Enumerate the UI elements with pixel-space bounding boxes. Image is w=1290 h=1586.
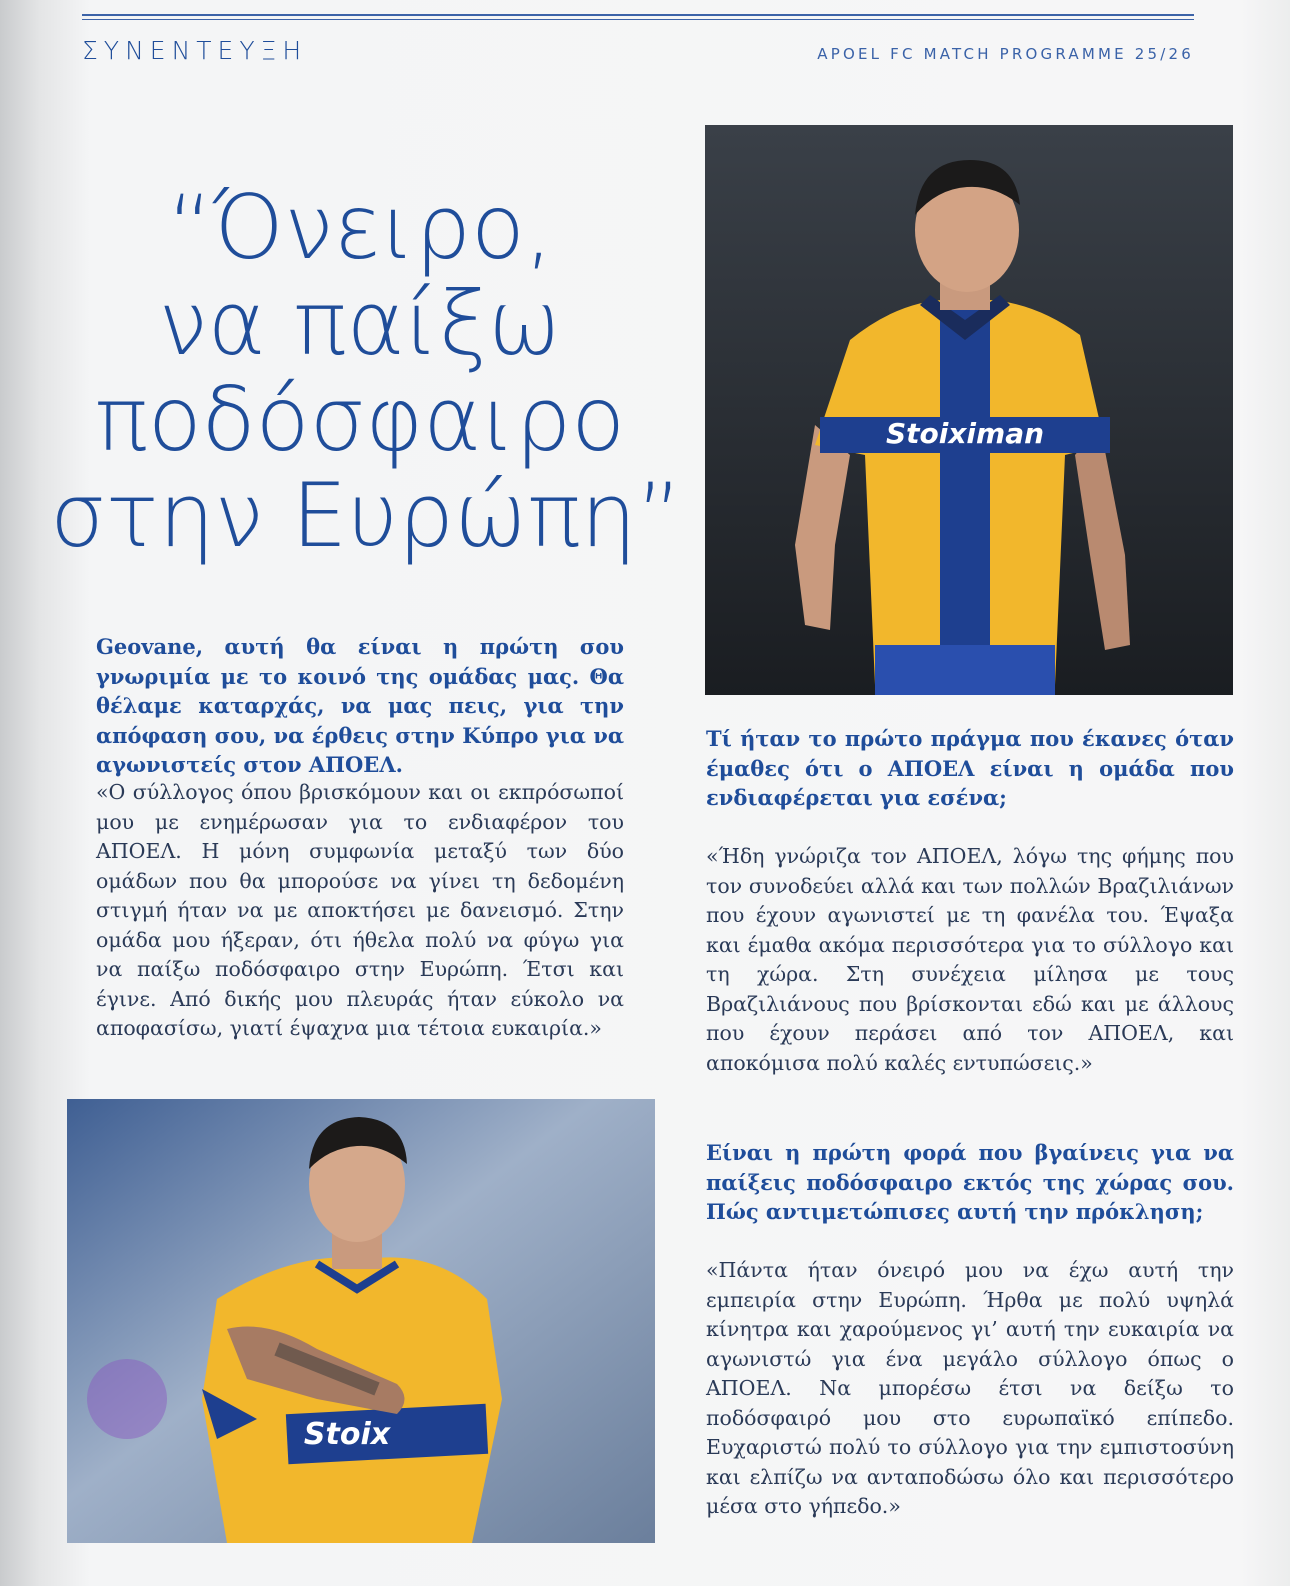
headline-line: ποδόσφαιρο <box>94 368 626 471</box>
headline-line: να παίξω <box>158 272 562 375</box>
answer-3: «Πάντα ήταν όνειρό μου να έχω αυτή την εμπειρία στην Ευρώπη. Ήρθα με πολύ υψηλά κίνητρα και χαρούμενος γι’ αυτή την ευκαιρία να αγωνιστώ για ένα μεγάλο σύλλογο όπως ο ΑΠΟΕΛ. Να μπορέσω έτσι να δείξω το ποδόσφαιρό μου στο ευρωπαϊκό επίπεδο. Ευχαριστώ πολύ το σύλλογο για την εμπιστοσύνη και ελπίζω να ανταποδώσω όλο και περισσότερο μέσα στο γήπεδο.» <box>706 1258 1234 1518</box>
question-1: Geovane, αυτή θα είναι η πρώτη σου γνωριμία με το κοινό της ομάδας μας. Θα θέλαμε καταρχάς, να μας πεις, για την απόφαση σου, να έρθεις στην Κύπρο για να αγωνιστείς στον ΑΠΟΕΛ. <box>96 634 624 777</box>
sponsor-text-bottom: Stoix <box>303 1417 391 1452</box>
answer-1: «Ο σύλλογος όπου βρισκόμουν και οι εκπρόσωποί μου με ενημέρωσαν για το ενδιαφέρον του ΑΠΟΕΛ. Η μόνη συμφωνία μεταξύ των δύο ομάδων που θα μπορούσε να γίνει τη δεδομένη στιγμή ήταν να με αποκτήσει με δανεισμό. Στην ομάδα μου ήξεραν, ότι ήθελα πολύ να φύγω για να παίξω ποδόσφαιρο στην Ευρώπη. Έτσι και έγινε. Από δικής μου πλευράς ήταν εύκολο να αποφασίσω, γιατί έψαχνα μια τέτοια ευκαιρία.» <box>96 780 624 1040</box>
question-3: Είναι η πρώτη φορά που βγαίνεις για να παίξεις ποδόσφαιρο εκτός της χώρας σου. Πώς αντιμετώπισες αυτή την πρόκληση; <box>706 1140 1234 1224</box>
headline-line: “Όνειρο, <box>167 176 553 279</box>
player-photo-top <box>705 125 1233 695</box>
question-2: Τί ήταν το πρώτο πράγμα που έκανες όταν έμαθες ότι ο ΑΠΟΕΛ είναι η ομάδα που ενδιαφέρεται για εσένα; <box>706 726 1234 810</box>
headline-line: στην Ευρώπη” <box>50 464 683 567</box>
sponsor-text-top: Stoiximan <box>885 417 1045 450</box>
player-photo-bottom <box>67 1099 655 1543</box>
headline <box>50 176 683 567</box>
top-rule-thin <box>82 19 1194 20</box>
player-illustration-bottom <box>67 1099 655 1543</box>
programme-label: APOEL FC MATCH PROGRAMME 25/26 <box>817 45 1194 63</box>
player-illustration-top <box>705 125 1233 695</box>
top-rule <box>82 14 1194 16</box>
section-label: ΣΥΝΕΝΤΕΥΞΗ <box>82 36 308 65</box>
answer-2: «Ήδη γνώριζα τον ΑΠΟΕΛ, λόγω της φήμης που τον συνοδεύει αλλά και των πολλών Βραζιλιάνων που έχουν αγωνιστεί με τη φανέλα του. Έψαξα και έμαθα ακόμα περισσότερα για το σύλλογο και τη χώρα. Στη συνέχεια μίλησα με τους Βραζιλιάνους που βρίσκονται εδώ και με άλλους που έχουν περάσει από τον ΑΠΟΕΛ, και αποκόμισα πολύ καλές εντυπώσεις.» <box>706 844 1234 1075</box>
